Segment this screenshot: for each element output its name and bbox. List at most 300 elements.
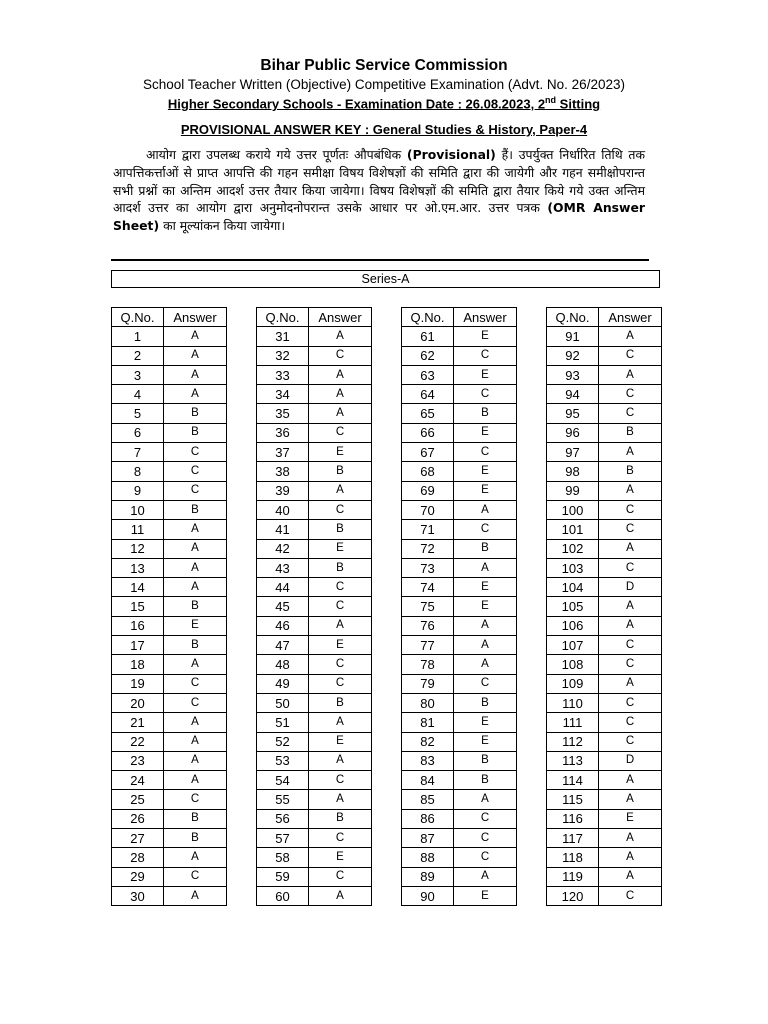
answer-cell: C: [599, 385, 662, 404]
table-row: [112, 809, 227, 828]
question-number: 57: [257, 829, 309, 848]
answer-cell: A: [309, 751, 372, 770]
question-number: 95: [547, 404, 599, 423]
table-row: [112, 597, 227, 616]
exam-date-text: Higher Secondary Schools - Examination Date : 26.08.2023, 2: [167, 96, 546, 112]
divider-rule: [111, 259, 649, 261]
table-row: [112, 578, 227, 597]
answer-header: Answer: [454, 308, 517, 327]
question-number: 97: [547, 443, 599, 462]
table-row: [402, 423, 517, 442]
answer-cell: A: [164, 327, 227, 346]
answer-cell: B: [599, 423, 662, 442]
table-row: [112, 423, 227, 442]
answer-cell: A: [164, 539, 227, 558]
answer-cell: C: [454, 520, 517, 539]
question-number: 20: [112, 693, 164, 712]
table-row: [402, 790, 517, 809]
table-row: [257, 578, 372, 597]
answer-cell: D: [599, 578, 662, 597]
answer-cell: C: [309, 867, 372, 886]
question-number: 62: [402, 346, 454, 365]
table-row: [257, 751, 372, 770]
answer-cell: A: [164, 385, 227, 404]
table-row: [402, 616, 517, 635]
question-number: 30: [112, 886, 164, 905]
question-number: 82: [402, 732, 454, 751]
table-row: [112, 520, 227, 539]
table-row: [257, 346, 372, 365]
table-row: [547, 636, 662, 655]
table-row: [257, 423, 372, 442]
table-row: [547, 500, 662, 519]
answer-cell: C: [164, 693, 227, 712]
answer-cell: A: [599, 771, 662, 790]
table-row: [402, 655, 517, 674]
answer-cell: A: [309, 365, 372, 384]
answer-cell: E: [309, 539, 372, 558]
question-number: 109: [547, 674, 599, 693]
answer-cell: C: [309, 829, 372, 848]
answer-cell: E: [454, 886, 517, 905]
question-number: 99: [547, 481, 599, 500]
table-row: [402, 404, 517, 423]
answer-cell: A: [164, 558, 227, 577]
question-number: 114: [547, 771, 599, 790]
question-number: 42: [257, 539, 309, 558]
answer-cell: A: [454, 500, 517, 519]
table-row: [547, 886, 662, 905]
question-number: 3: [112, 365, 164, 384]
answer-cell: C: [599, 732, 662, 751]
question-number: 37: [257, 443, 309, 462]
table-row: [257, 732, 372, 751]
question-number: 19: [112, 674, 164, 693]
table-row: [547, 346, 662, 365]
question-number: 12: [112, 539, 164, 558]
table-row: [547, 443, 662, 462]
table-row: [402, 520, 517, 539]
table-row: [112, 713, 227, 732]
table-row: [112, 848, 227, 867]
table-row: [402, 327, 517, 346]
answer-header: Answer: [164, 308, 227, 327]
answer-cell: A: [599, 481, 662, 500]
question-number: 77: [402, 636, 454, 655]
answer-cell: C: [454, 385, 517, 404]
answer-cell: A: [164, 520, 227, 539]
table-row: [547, 558, 662, 577]
table-row: [112, 365, 227, 384]
table-row: [547, 809, 662, 828]
table-row: [112, 616, 227, 635]
table-row: [112, 404, 227, 423]
table-row: [112, 500, 227, 519]
answer-cell: E: [454, 365, 517, 384]
table-row: [547, 327, 662, 346]
question-number: 111: [547, 713, 599, 732]
table-row: [402, 481, 517, 500]
answer-cell: E: [164, 616, 227, 635]
table-row: [547, 597, 662, 616]
question-number: 67: [402, 443, 454, 462]
table-row: [402, 578, 517, 597]
table-row: [402, 443, 517, 462]
table-row: [112, 829, 227, 848]
answer-cell: B: [164, 636, 227, 655]
table-row: [547, 693, 662, 712]
question-number: 34: [257, 385, 309, 404]
answer-cell: C: [309, 500, 372, 519]
answer-cell: B: [454, 539, 517, 558]
answer-cell: A: [309, 713, 372, 732]
answer-cell: E: [454, 481, 517, 500]
answer-cell: B: [454, 693, 517, 712]
table-row: [547, 365, 662, 384]
question-number: 105: [547, 597, 599, 616]
question-number: 72: [402, 539, 454, 558]
answer-cell: C: [164, 674, 227, 693]
question-number: 25: [112, 790, 164, 809]
question-number: 76: [402, 616, 454, 635]
table-row: [112, 539, 227, 558]
question-number: 53: [257, 751, 309, 770]
answer-cell: A: [164, 578, 227, 597]
question-number: 83: [402, 751, 454, 770]
question-number: 17: [112, 636, 164, 655]
table-row: [257, 385, 372, 404]
exam-subtitle: School Teacher Written (Objective) Competitive Examination (Advt. No. 26/2023): [143, 77, 625, 92]
table-row: [402, 809, 517, 828]
answer-cell: B: [309, 693, 372, 712]
answer-cell: A: [164, 365, 227, 384]
answer-cell: A: [599, 597, 662, 616]
answer-cell: B: [454, 771, 517, 790]
answer-cell: A: [454, 616, 517, 635]
answer-cell: A: [309, 790, 372, 809]
question-number: 102: [547, 539, 599, 558]
question-number: 92: [547, 346, 599, 365]
table-row: [257, 481, 372, 500]
answer-cell: C: [599, 655, 662, 674]
table-row: [402, 385, 517, 404]
table-row: [547, 578, 662, 597]
answer-cell: C: [309, 597, 372, 616]
question-number: 119: [547, 867, 599, 886]
table-row: [112, 443, 227, 462]
answer-cell: B: [599, 462, 662, 481]
notice-paragraph: [113, 146, 645, 235]
table-row: [547, 539, 662, 558]
table-row: [257, 365, 372, 384]
table-row: [547, 462, 662, 481]
question-number: 117: [547, 829, 599, 848]
question-number: 100: [547, 500, 599, 519]
answer-cell: A: [164, 346, 227, 365]
table-row: [257, 867, 372, 886]
answer-cell: A: [454, 867, 517, 886]
question-number: 88: [402, 848, 454, 867]
answer-cell: E: [454, 327, 517, 346]
table-row: [112, 674, 227, 693]
question-number: 52: [257, 732, 309, 751]
table-row: [257, 597, 372, 616]
question-number: 87: [402, 829, 454, 848]
question-number: 81: [402, 713, 454, 732]
notice-text-1: आयोग द्वारा उपलब्ध कराये गये उत्तर पूर्णतः औपबंधिक: [146, 147, 407, 162]
question-number: 90: [402, 886, 454, 905]
answer-cell: C: [164, 790, 227, 809]
table-row: [547, 732, 662, 751]
answer-cell: C: [454, 443, 517, 462]
table-header-row: [547, 308, 662, 327]
question-number: 15: [112, 597, 164, 616]
question-number: 94: [547, 385, 599, 404]
series-label: Series-A: [111, 270, 660, 288]
answer-cell: B: [454, 404, 517, 423]
question-number: 35: [257, 404, 309, 423]
question-number: 16: [112, 616, 164, 635]
table-row: [112, 655, 227, 674]
exam-date-line: [0, 95, 768, 111]
qno-header: Q.No.: [257, 308, 309, 327]
answer-cell: C: [309, 346, 372, 365]
table-row: [257, 443, 372, 462]
table-row: [547, 674, 662, 693]
question-number: 93: [547, 365, 599, 384]
table-row: [112, 558, 227, 577]
question-number: 31: [257, 327, 309, 346]
notice-text-2: हैं। उपर्युक्त निर्धारित तिथि तक आपत्तिकर्त्ताओं से प्राप्त आपत्ति की गहन समीक्षा विषय विशेषज्ञों की समिति द्वारा की जायेगी और गहन समीक्षोपरान्त सभी प्रश्नों का अन्तिम आदर्श उत्तर तैयार किया जायेगा। विषय विशेषज्ञों की समिति द्वारा तैयार किये गये उक्त अन्तिम आदर्श उत्तर का आयोग द्वारा अनुमोदनोपरान्त उसके आधार पर ओ.एम.आर. उत्तर पत्रक: [113, 147, 645, 216]
answer-cell: A: [454, 790, 517, 809]
question-number: 115: [547, 790, 599, 809]
table-row: [402, 365, 517, 384]
table-row: [547, 520, 662, 539]
table-row: [402, 346, 517, 365]
question-number: 118: [547, 848, 599, 867]
answer-cell: C: [454, 848, 517, 867]
question-number: 22: [112, 732, 164, 751]
table-row: [547, 867, 662, 886]
answer-cell: A: [599, 829, 662, 848]
table-row: [257, 829, 372, 848]
question-number: 110: [547, 693, 599, 712]
table-row: [257, 809, 372, 828]
table-header-row: [112, 308, 227, 327]
question-number: 49: [257, 674, 309, 693]
question-number: 6: [112, 423, 164, 442]
question-number: 70: [402, 500, 454, 519]
table-row: [257, 558, 372, 577]
table-row: [402, 848, 517, 867]
table-row: [402, 558, 517, 577]
answer-cell: E: [454, 462, 517, 481]
answer-cell: E: [454, 597, 517, 616]
question-number: 120: [547, 886, 599, 905]
exam-date-superscript: nd: [545, 95, 557, 105]
question-number: 10: [112, 500, 164, 519]
question-number: 11: [112, 520, 164, 539]
question-number: 26: [112, 809, 164, 828]
table-row: [112, 886, 227, 905]
table-row: [257, 404, 372, 423]
question-number: 107: [547, 636, 599, 655]
table-row: [257, 327, 372, 346]
answer-cell: A: [599, 867, 662, 886]
question-number: 60: [257, 886, 309, 905]
table-row: [402, 751, 517, 770]
answer-cell: C: [599, 520, 662, 539]
answer-table-3: [401, 307, 517, 906]
answer-cell: C: [599, 693, 662, 712]
question-number: 96: [547, 423, 599, 442]
question-number: 9: [112, 481, 164, 500]
answer-cell: C: [309, 578, 372, 597]
table-row: [112, 732, 227, 751]
answer-cell: C: [599, 404, 662, 423]
question-number: 8: [112, 462, 164, 481]
answer-cell: A: [309, 886, 372, 905]
question-number: 2: [112, 346, 164, 365]
table-row: [547, 655, 662, 674]
question-number: 45: [257, 597, 309, 616]
question-number: 36: [257, 423, 309, 442]
answer-header: Answer: [599, 308, 662, 327]
question-number: 66: [402, 423, 454, 442]
question-number: 98: [547, 462, 599, 481]
question-number: 73: [402, 558, 454, 577]
answer-cell: E: [454, 713, 517, 732]
answer-cell: C: [309, 771, 372, 790]
answer-header: Answer: [309, 308, 372, 327]
question-number: 14: [112, 578, 164, 597]
answer-cell: A: [309, 616, 372, 635]
table-row: [112, 636, 227, 655]
question-number: 101: [547, 520, 599, 539]
question-number: 18: [112, 655, 164, 674]
answer-cell: E: [309, 636, 372, 655]
table-row: [112, 385, 227, 404]
question-number: 24: [112, 771, 164, 790]
question-number: 55: [257, 790, 309, 809]
notice-omr: (OMR Answer Sheet): [113, 200, 645, 234]
table-row: [112, 462, 227, 481]
table-row: [257, 886, 372, 905]
answer-table-1: [111, 307, 227, 906]
question-number: 65: [402, 404, 454, 423]
table-row: [547, 404, 662, 423]
question-number: 71: [402, 520, 454, 539]
answer-cell: C: [164, 443, 227, 462]
question-number: 108: [547, 655, 599, 674]
answer-cell: A: [599, 539, 662, 558]
table-row: [402, 693, 517, 712]
question-number: 21: [112, 713, 164, 732]
answer-cell: C: [599, 558, 662, 577]
question-number: 106: [547, 616, 599, 635]
table-row: [257, 674, 372, 693]
answer-cell: A: [309, 385, 372, 404]
question-number: 1: [112, 327, 164, 346]
answer-cell: A: [309, 481, 372, 500]
answer-cell: B: [164, 809, 227, 828]
table-row: [402, 636, 517, 655]
table-row: [257, 771, 372, 790]
table-header-row: [402, 308, 517, 327]
answer-cell: E: [309, 848, 372, 867]
answer-cell: B: [454, 751, 517, 770]
table-row: [547, 848, 662, 867]
table-row: [402, 713, 517, 732]
question-number: 103: [547, 558, 599, 577]
table-row: [547, 616, 662, 635]
answer-cell: A: [599, 443, 662, 462]
answer-cell: B: [164, 500, 227, 519]
answer-cell: E: [309, 443, 372, 462]
question-number: 69: [402, 481, 454, 500]
answer-cell: C: [599, 346, 662, 365]
table-row: [112, 751, 227, 770]
table-row: [257, 500, 372, 519]
table-row: [547, 751, 662, 770]
question-number: 79: [402, 674, 454, 693]
answer-cell: C: [164, 481, 227, 500]
table-row: [402, 829, 517, 848]
question-number: 91: [547, 327, 599, 346]
answer-cell: B: [164, 423, 227, 442]
answer-cell: C: [164, 462, 227, 481]
question-number: 80: [402, 693, 454, 712]
question-number: 4: [112, 385, 164, 404]
question-number: 44: [257, 578, 309, 597]
answer-cell: A: [309, 404, 372, 423]
answer-cell: C: [309, 674, 372, 693]
answer-cell: D: [599, 751, 662, 770]
answer-cell: A: [164, 886, 227, 905]
answer-cell: B: [309, 558, 372, 577]
table-row: [547, 481, 662, 500]
question-number: 54: [257, 771, 309, 790]
question-number: 43: [257, 558, 309, 577]
table-row: [402, 674, 517, 693]
question-number: 33: [257, 365, 309, 384]
answer-cell: C: [164, 867, 227, 886]
question-number: 68: [402, 462, 454, 481]
answer-cell: B: [309, 809, 372, 828]
answer-cell: A: [454, 655, 517, 674]
question-number: 89: [402, 867, 454, 886]
answer-table-2: [256, 307, 372, 906]
question-number: 50: [257, 693, 309, 712]
notice-provisional: (Provisional): [406, 147, 496, 162]
answer-cell: C: [309, 655, 372, 674]
table-row: [257, 462, 372, 481]
answer-cell: A: [164, 751, 227, 770]
table-row: [547, 790, 662, 809]
table-row: [547, 771, 662, 790]
table-row: [402, 867, 517, 886]
question-number: 41: [257, 520, 309, 539]
page-title: Bihar Public Service Commission: [260, 57, 508, 74]
question-number: 13: [112, 558, 164, 577]
table-row: [112, 771, 227, 790]
question-number: 85: [402, 790, 454, 809]
notice-text-3: का मूल्यांकन किया जायेगा।: [159, 218, 286, 234]
table-row: [257, 790, 372, 809]
question-number: 113: [547, 751, 599, 770]
question-number: 74: [402, 578, 454, 597]
question-number: 51: [257, 713, 309, 732]
